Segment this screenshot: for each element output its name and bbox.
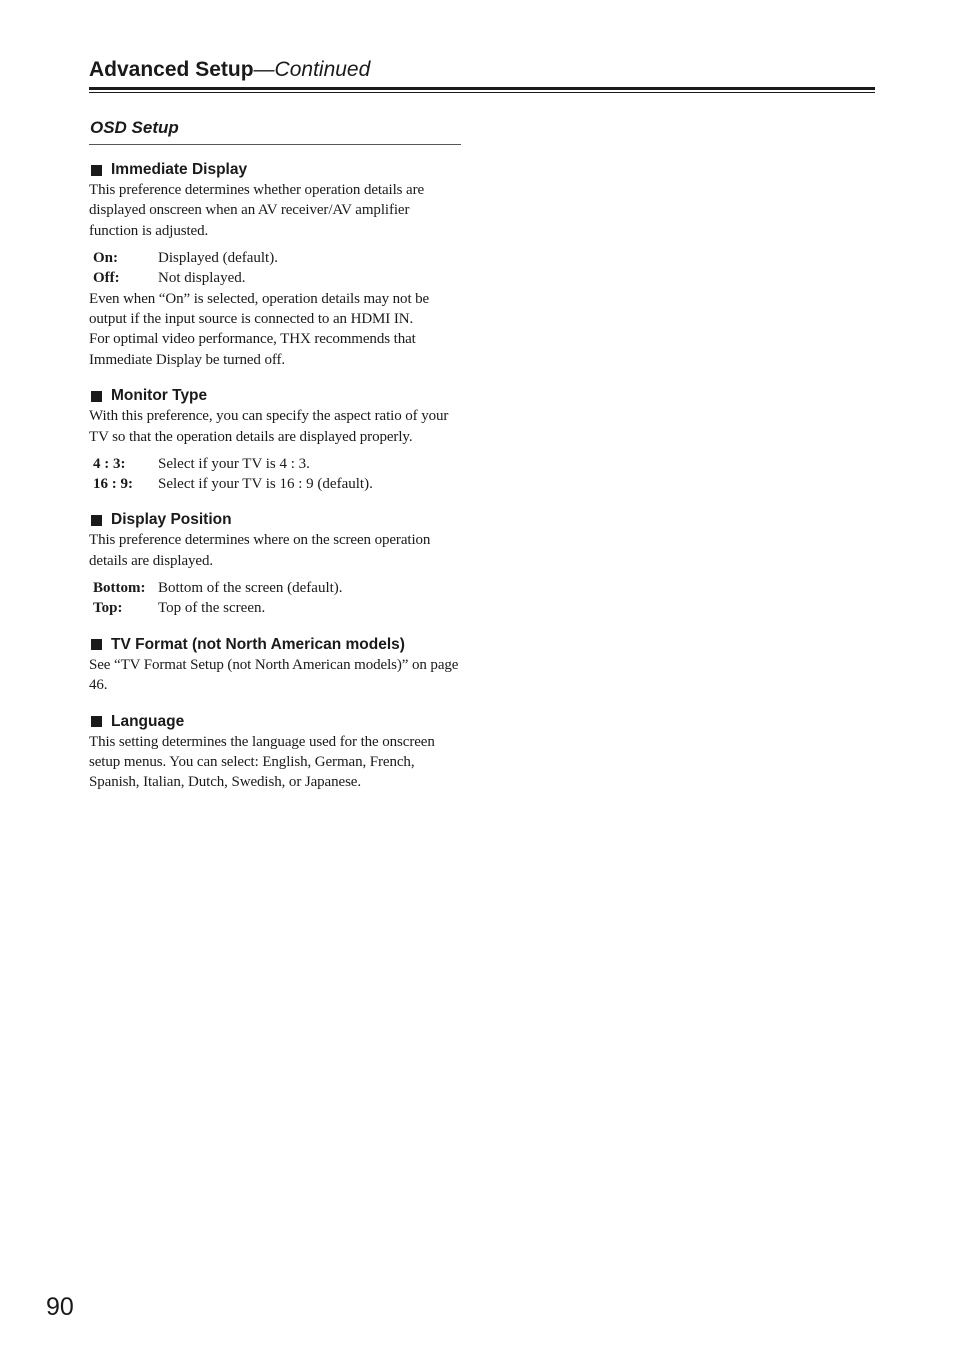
page-number: 90 — [46, 1293, 74, 1321]
option-row — [89, 474, 461, 494]
subsection-heading — [89, 160, 461, 180]
option-value: Bottom of the screen (default). — [158, 580, 343, 597]
option-value: Select if your TV is 4 : 3. — [158, 456, 310, 473]
page-title — [89, 56, 875, 84]
square-bullet-icon — [91, 165, 102, 176]
subsection-heading-text: Language — [111, 712, 185, 730]
content-column — [89, 116, 461, 793]
option-key: 4 : 3: — [93, 456, 126, 473]
option-value: Top of the screen. — [158, 600, 266, 617]
subsection-intro: With this preference, you can specify the aspect ratio of your TV so that the operation details are displayed properly. — [89, 408, 449, 445]
option-key: Top: — [93, 600, 123, 617]
subsection-note: For optimal video performance, THX recommends that Immediate Display be turned off. — [89, 331, 416, 368]
square-bullet-icon — [91, 515, 102, 526]
option-list — [89, 248, 461, 288]
subsection-heading-text: Monitor Type — [111, 387, 208, 405]
option-value: Displayed (default). — [158, 250, 278, 267]
option-value: Select if your TV is 16 : 9 (default). — [158, 476, 373, 493]
option-row — [89, 454, 461, 474]
square-bullet-icon — [91, 391, 102, 402]
subsection-language — [89, 712, 461, 793]
option-key: Bottom: — [93, 580, 146, 597]
option-row — [89, 578, 461, 598]
option-row — [89, 248, 461, 268]
option-list — [89, 578, 461, 618]
header-rule-thick — [89, 87, 875, 90]
subsection-heading-text: Immediate Display — [111, 161, 248, 178]
header-rule-thin — [89, 92, 875, 93]
subsection-intro: This preference determines whether operation details are displayed onscreen when an AV receiver/AV amplifier function is adjusted. — [89, 182, 425, 239]
option-key: 16 : 9: — [93, 476, 133, 493]
subsection-intro: This setting determines the language used for the onscreen setup menus. You can select: English, German, French, Spanish, Italian, Dutch, Swedish, or Japanese. — [89, 733, 435, 791]
option-key: On: — [93, 250, 119, 267]
subsection-heading-text: Display Position — [111, 511, 232, 529]
page-title-main: Advanced Setup — [89, 58, 254, 81]
subsection-intro: This preference determines where on the screen operation details are displayed. — [89, 532, 431, 569]
option-row — [89, 268, 461, 288]
subsection-note: Even when “On” is selected, operation details may not be output if the input source is connected to an HDMI IN. — [89, 290, 430, 328]
subsection-heading — [89, 386, 461, 406]
subsection-heading — [89, 712, 461, 732]
subsection-heading-text: TV Format (not North American models) — [111, 635, 405, 653]
option-list — [89, 454, 461, 494]
square-bullet-icon — [91, 716, 102, 727]
subsection-heading — [89, 510, 461, 530]
square-bullet-icon — [91, 639, 102, 650]
option-value: Not displayed. — [158, 270, 246, 287]
page-header — [89, 56, 875, 93]
subsection-display-position — [89, 510, 461, 618]
section-title: OSD Setup — [89, 116, 461, 145]
subsection-immediate-display — [89, 160, 461, 370]
subsection-heading — [89, 635, 461, 655]
option-row — [89, 598, 461, 618]
subsection-intro: See “TV Format Setup (not North American models)” on page 46. — [89, 656, 459, 694]
option-key: Off: — [93, 270, 120, 287]
page-title-continued: —Continued — [253, 58, 371, 81]
subsection-tv-format — [89, 635, 461, 696]
subsection-monitor-type — [89, 386, 461, 494]
